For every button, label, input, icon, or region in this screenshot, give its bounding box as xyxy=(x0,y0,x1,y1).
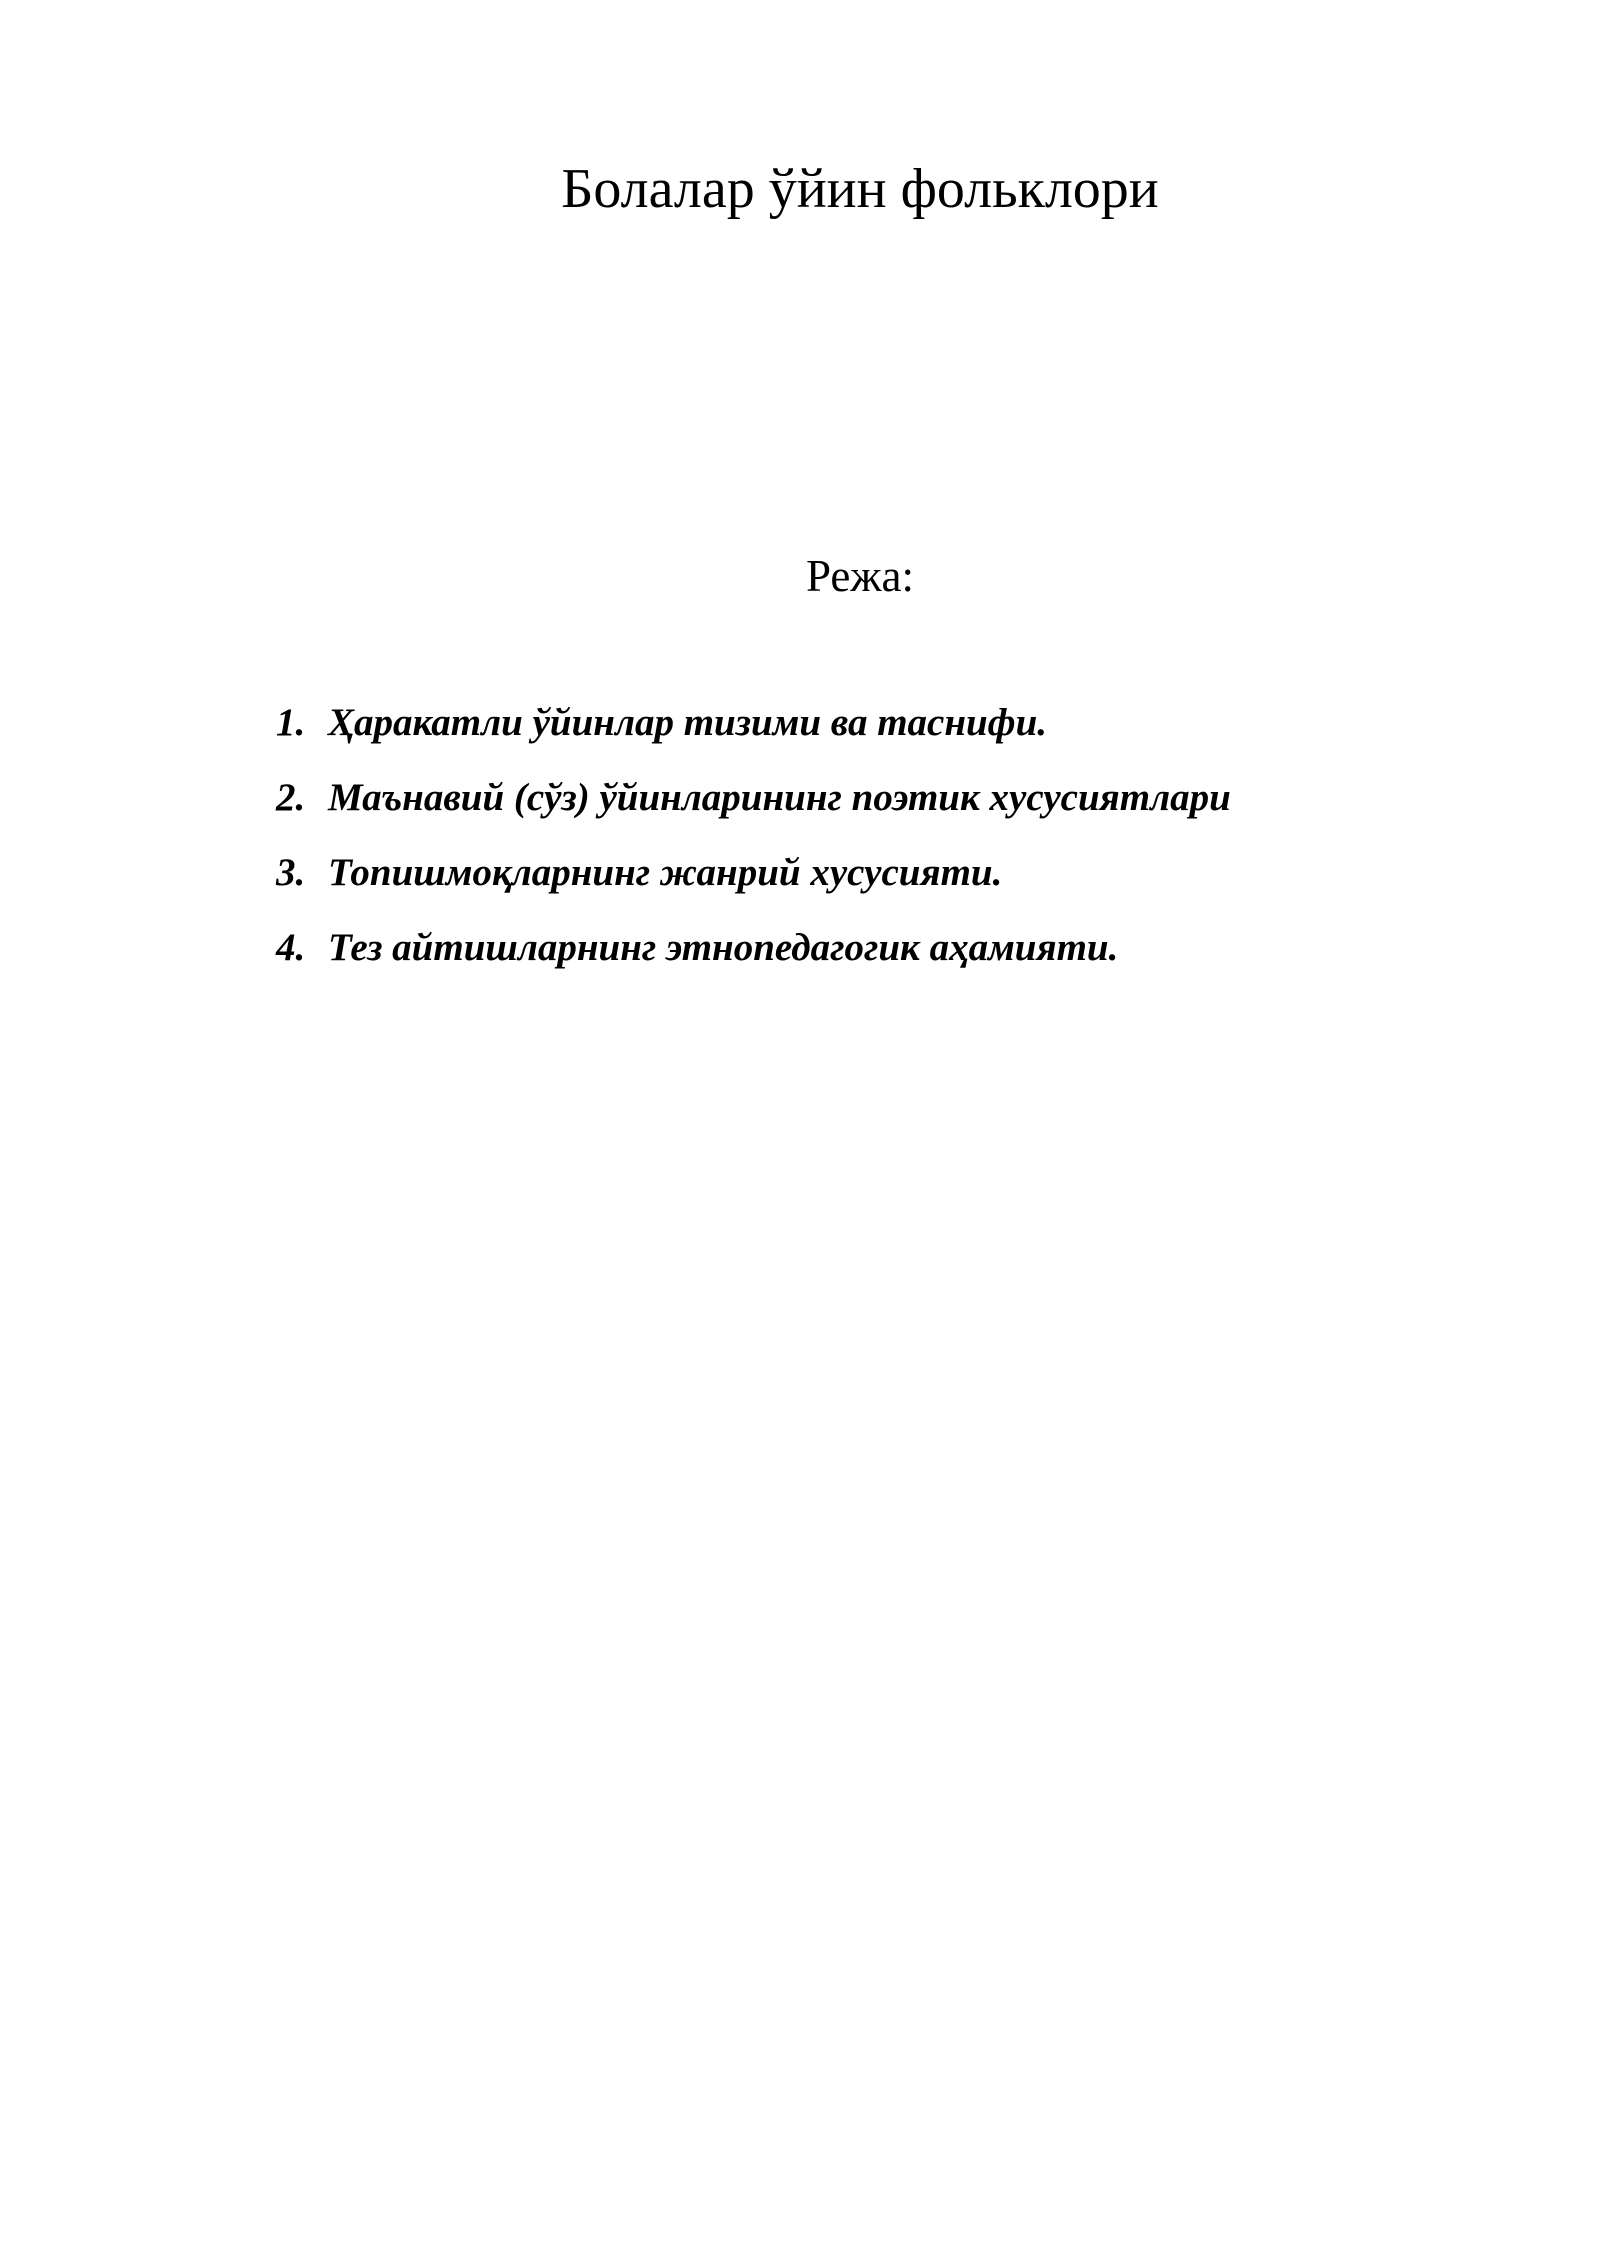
plan-item-2 xyxy=(276,771,1231,846)
document-title: Болалар ўйин фольклори xyxy=(561,158,1159,220)
plan-item-text: Маънавий (сўз) ўйинларининг поэтик хусусиятлари xyxy=(328,776,1231,819)
plan-list xyxy=(276,696,1231,996)
plan-item-number: 4. xyxy=(276,926,306,969)
plan-item-text: Топишмоқларнинг жанрий хусусияти. xyxy=(328,851,1003,894)
plan-item-1 xyxy=(276,696,1231,771)
plan-item-number: 2. xyxy=(276,776,306,819)
plan-item-number: 1. xyxy=(276,701,306,744)
plan-item-number: 3. xyxy=(276,851,306,894)
plan-heading: Режа: xyxy=(806,551,914,601)
plan-item-3 xyxy=(276,846,1231,921)
plan-item-text: Тез айтишларнинг этнопедагогик аҳамияти. xyxy=(328,926,1119,969)
plan-item-text: Ҳаракатли ўйинлар тизими ва таснифи. xyxy=(328,701,1048,744)
plan-item-4 xyxy=(276,921,1231,996)
